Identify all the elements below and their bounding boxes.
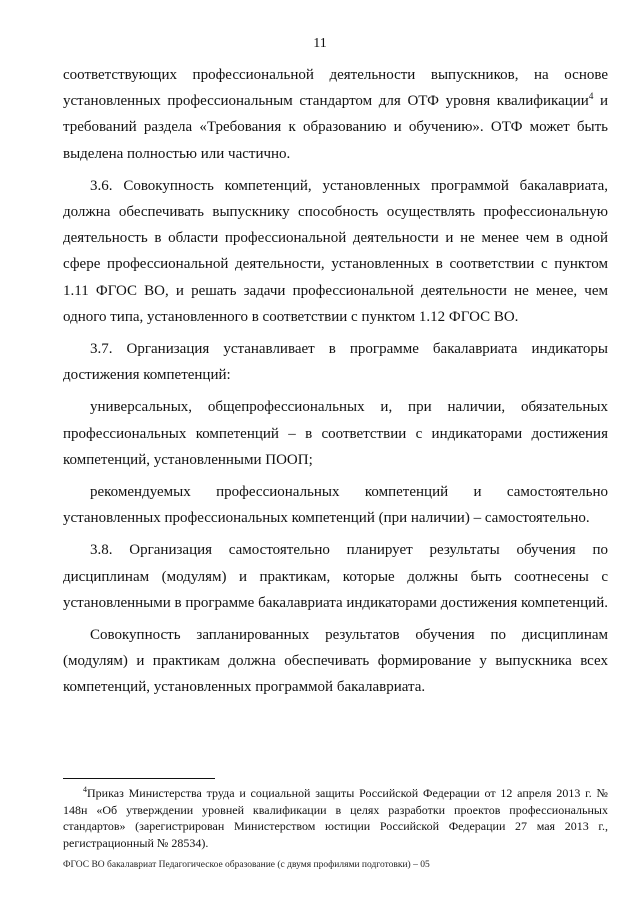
body-text	[63, 62, 608, 701]
paragraph-3-7: 3.7. Организация устанавливает в программе бакалавриата индикаторы достижения компетенций:	[63, 341, 608, 384]
paragraph-otf-text-before: соответствующих профессиональной деятельности выпускников, на основе установленных профессиональным стандартом для ОТФ уровня квалификации	[63, 67, 608, 110]
footnote-divider	[63, 778, 215, 779]
footnote-mark: 4	[83, 785, 87, 794]
page-number: 11	[313, 36, 327, 51]
page-footer: ФГОС ВО бакалавриат Педагогическое образование (с двумя профилями подготовки) – 05	[63, 860, 430, 870]
paragraph-3-8-totality: Совокупность запланированных результатов обучения по дисциплинам (модулям) и практикам должна обеспечивать формирование у выпускника всех компетенций, установленных программой бакалавриата.	[63, 627, 608, 696]
footnote-text: Приказ Министерства труда и социальной защиты Российской Федерации от 12 апреля 2013 г. № 148н «Об утверждении уровней квалификации в целях разработки проектов профессиональных стандартов» (зарегистрирован Министерством юстиции Российской Федерации 27 мая 2013 г., регистрационный № 28534).	[63, 786, 608, 850]
footnote	[63, 785, 608, 851]
footnote-reference[interactable]: 4	[588, 91, 594, 102]
paragraph-otf	[63, 62, 608, 167]
paragraph-3-8: 3.8. Организация самостоятельно планирует результаты обучения по дисциплинам (модулям) и практикам, которые должны быть соотнесены с установленными в программе бакалавриата индикаторами достижения компетенций.	[63, 542, 608, 611]
paragraph-otf-text-after: и требований раздела «Требования к образованию и обучению». ОТФ может быть выделена полностью или частично.	[63, 93, 609, 162]
paragraph-3-6: 3.6. Совокупность компетенций, установленных программой бакалавриата, должна обеспечивать выпускнику способность осуществлять профессиональную деятельность в области профессиональной деятельности и не менее чем в одной сфере профессиональной деятельности, установленных в соответствии с пунктом 1.11 ФГОС ВО, и решать задачи профессиональной деятельности не менее, чем одного типа, установленного в соответствии с пунктом 1.12 ФГОС ВО.	[63, 177, 608, 325]
paragraph-3-7-recommended: рекомендуемых профессиональных компетенций и самостоятельно установленных профессиональных компетенций (при наличии) – самостоятельно.	[63, 484, 608, 527]
paragraph-3-7-universal: универсальных, общепрофессиональных и, при наличии, обязательных профессиональных компетенций – в соответствии с индикаторами достижения компетенций, установленными ПООП;	[63, 399, 608, 468]
